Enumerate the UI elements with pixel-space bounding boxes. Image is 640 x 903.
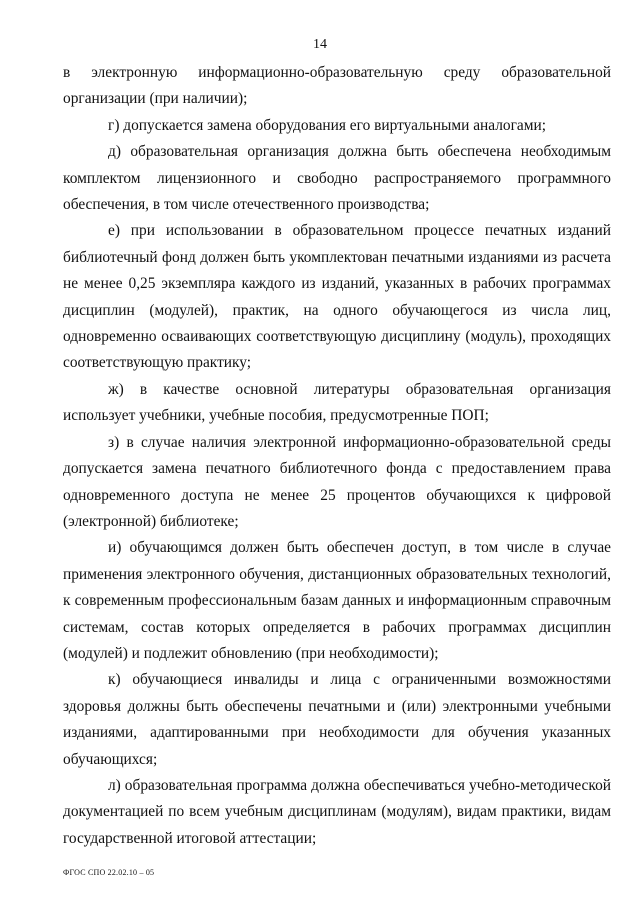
document-footer: ФГОС СПО 22.02.10 – 05: [63, 868, 155, 877]
paragraph-item-zh: ж) в качестве основной литературы образовательная организация использует учебники, учебные пособия, предусмотренные ПОП;: [63, 380, 611, 425]
paragraph-continuation: в электронную информационно-образовательную среду образовательной организации (при наличии);: [63, 64, 611, 108]
paragraph-item-i: и) обучающимся должен быть обеспечен доступ, в том числе в случае применения электронного обучения, дистанционных образовательных технологий, к современным профессиональным базам данных и информационным справочным системам, состав которых определяется в рабочих программах дисциплин (модулей) и подлежит обновлению (при необходимости);: [63, 539, 611, 662]
paragraph-item-z: з) в случае наличия электронной информационно-образовательной среды допускается замена печатного библиотечного фонда с предоставлением права одновременного доступа не менее 25 процентов обучающихся к цифровой (электронной) библиотеке;: [63, 433, 611, 530]
paragraph-item-k: к) обучающиеся инвалиды и лица с ограниченными возможностями здоровья должны быть обеспечены печатными и (или) электронными учебными изданиями, адаптированными при необходимости для обучения указанных обучающихся;: [63, 671, 611, 768]
page-number: 14: [313, 37, 327, 52]
paragraph-item-l: л) образовательная программа должна обеспечиваться учебно-методической документацией по всем учебным дисциплинам (модулям), видам практики, видам государственной итоговой аттестации;: [63, 776, 611, 847]
document-body: [63, 60, 611, 852]
paragraph-item-g: г) допускается замена оборудования его виртуальными аналогами;: [108, 116, 546, 134]
paragraph-item-d: д) образовательная организация должна быть обеспечена необходимым комплектом лицензионного и свободно распространяемого программного обеспечения, в том числе отечественного производства;: [63, 143, 611, 214]
paragraph-item-e: е) при использовании в образовательном процессе печатных изданий библиотечный фонд должен быть укомплектован печатными изданиями из расчета не менее 0,25 экземпляра каждого из изданий, указанных в рабочих программах дисциплин (модулей), практик, на одного обучающегося из числа лиц, одновременно осваивающих соответствующую дисциплину (модуль), проходящих соответствующую практику;: [63, 222, 611, 372]
